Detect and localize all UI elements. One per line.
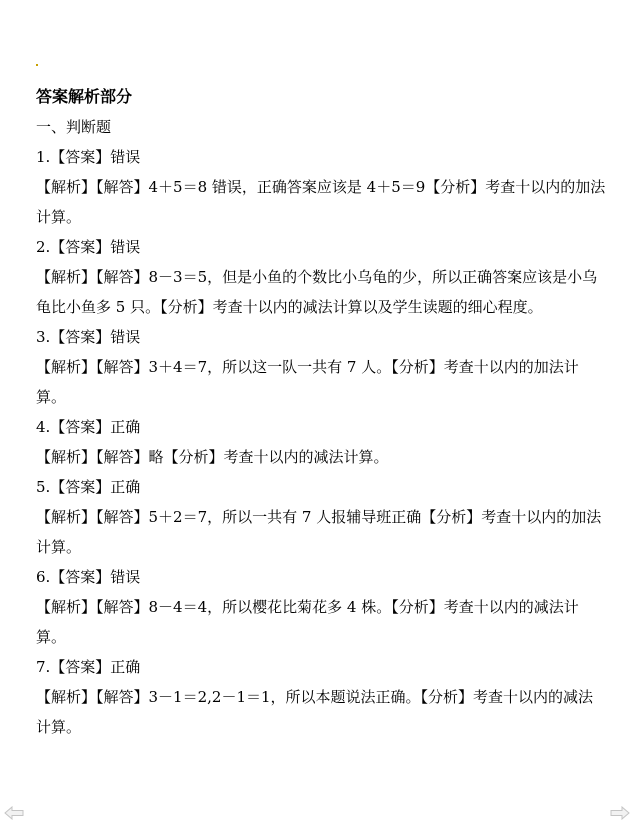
answer-1: 1.【答案】错误 [36,148,141,166]
arrow-left-icon[interactable] [4,806,24,820]
explanation-1: 【解析】【解答】4＋5＝8 错误，正确答案应该是 4＋5＝9【分析】考查十以内的加法计算。 [36,178,606,226]
answer-2: 2.【答案】错误 [36,238,141,256]
document-content [36,82,606,742]
explanation-4: 【解析】【解答】略【分析】考查十以内的减法计算。 [36,448,389,466]
section-title: 一、判断题 [36,118,112,136]
answer-4: 4.【答案】正确 [36,418,141,436]
answer-7: 7.【答案】正确 [36,658,141,676]
marker-dot [36,64,38,66]
explanation-5: 【解析】【解答】5＋2＝7，所以一共有 7 人报辅导班正确【分析】考查十以内的加法计算。 [36,508,602,556]
explanation-3: 【解析】【解答】3＋4＝7，所以这一队一共有 7 人。【分析】考查十以内的加法计算。 [36,358,579,406]
explanation-6: 【解析】【解答】8－4＝4，所以樱花比菊花多 4 株。【分析】考查十以内的减法计算。 [36,598,579,646]
explanation-2: 【解析】【解答】8－3＝5，但是小鱼的个数比小乌龟的少，所以正确答案应该是小乌龟比小鱼多 5 只。【分析】考查十以内的减法计算以及学生读题的细心程度。 [36,268,598,316]
document-title: 答案解析部分 [36,87,133,106]
explanation-7: 【解析】【解答】3－1＝2,2－1＝1，所以本题说法正确。【分析】考查十以内的减法计算。 [36,688,594,736]
answer-3: 3.【答案】错误 [36,328,141,346]
answer-6: 6.【答案】错误 [36,568,141,586]
answer-5: 5.【答案】正确 [36,478,141,496]
arrow-right-icon[interactable] [610,806,630,820]
